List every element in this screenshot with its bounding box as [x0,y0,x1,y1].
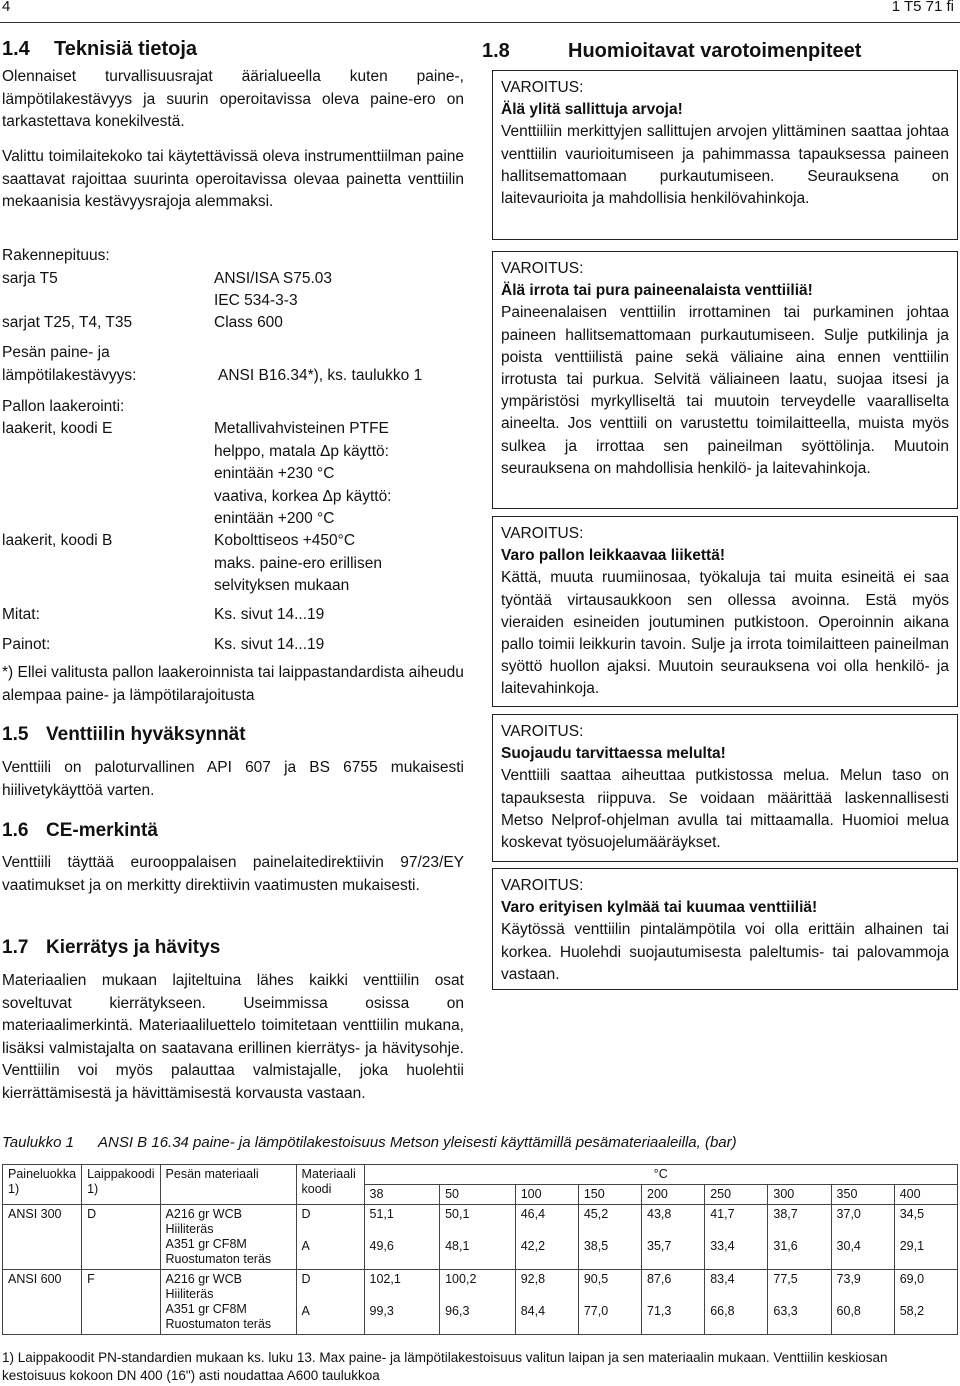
section-number: 1.7 [2,937,29,958]
spec-line: selvityksen mukaan [214,577,350,594]
table-cell: 99,3 [364,1302,440,1335]
warning-text: Kättä, muuta ruumiinosaa, työkaluja tai muita esineitä ei saa työntää virtausaukkoon sen ollessa avoinna. Estä myös vieraiden esineiden joutuminen putkistoon. Operoinnin aikana pallo toimii leikkurin tavoin. Sulje ja irrota toimilaitteen paineilman syöttö huollon ajaksi. Muutoin seurauksena voi olla henkilö- ja laitevahinkoja. [501,569,949,698]
warning-text: Venttiili saattaa aiheuttaa putkistossa melua. Melun taso on tapauksesta riippuva. Se voidaan määrittää laskennallisesti Metso Nelprof-ohjelman avulla tai mittaamalla. Huomioi melua koskevat työsuojelumääräykset. [501,767,949,852]
table-cell: 58,2 [894,1302,957,1335]
table-cell: 96,3 [440,1302,516,1335]
table-footnote: 1) Laippakoodit PN-standardien mukaan ks. luku 13. Max paine- ja lämpötilakestoisuus valitun laipan ja sen materiaalin mukaan. Venttiilin keskiosan kestoisuus kokoon DN 400 (16") asti noudattaa A600 taulukkoa [2,1350,888,1383]
table-header-cell: Laippakoodi 1) [82,1165,160,1205]
table-cell: 51,1 [364,1205,440,1238]
table-cell: 46,4 [515,1205,578,1238]
footnote-bearing: *) Ellei valitusta pallon laakeroinnista tai laippastandardista aiheudu alempaa paine- ja lämpötilarajoitusta [2,664,464,704]
warning-label: VAROITUS: [501,260,584,277]
warning-title: Varo erityisen kylmää tai kuumaa venttiiliä! [501,899,818,917]
section-heading-1-4 [2,38,197,61]
section-title: Kierrätys ja hävitys [46,937,221,958]
table-header-cell: Materiaali koodi [296,1165,364,1205]
table-header-cell: Pesän materiaali [160,1165,296,1205]
table-temp-cell: 50 [440,1185,516,1205]
table-cell: 84,4 [515,1302,578,1335]
material-line: Ruostumaton teräs [165,1317,272,1331]
warning-text: Venttiiliin merkittyjen sallittujen arvojen ylittäminen saattaa johtaa venttiilin vaurioitumiseen ja pahimmassa tapauksessa paineen hallitsemattomaan purkautumiseen. Seurauksena on laitevaurioita ja mahdollisia henkilövahinkoja. [501,123,949,208]
table-cell: 92,8 [515,1270,578,1303]
spec-label: lämpötilakestävyys: [2,367,137,384]
paragraph-approvals: Venttiili on paloturvallinen API 607 ja BS 6755 mukaisesti hiilivetykäyttöä varten. [2,759,464,799]
table-temp-cell: 200 [642,1185,705,1205]
table-cell: 37,0 [831,1205,894,1238]
section-number: 1.4 [2,38,30,60]
spec-label: sarjat T25, T4, T35 [2,314,133,331]
table-cell: 45,2 [578,1205,641,1238]
table-cell: 42,2 [515,1237,578,1270]
table-temp-cell: 400 [894,1185,957,1205]
table-cell: 38,7 [768,1205,831,1238]
spec-label: laakerit, koodi B [2,532,113,549]
warning-title: Suojaudu tarvittaessa melulta! [501,745,726,763]
spec-heading-length: Rakennepituus: [2,247,110,264]
warning-title: Älä irrota tai pura paineenalaista venttiiliä! [501,282,813,300]
table-cell: 77,5 [768,1270,831,1303]
table-cell: 30,4 [831,1237,894,1270]
table-cell: 35,7 [642,1237,705,1270]
table-cell-flange: F [82,1270,160,1335]
paragraph-recycling: Materiaalien mukaan lajiteltuina lähes kaikki venttiilin osat soveltuvat kierrätykseen. Useimmissa osissa on materiaalimerkintä. Materiaaliluettelo toimitetaan venttiilin mukana, lisäksi valmistajalta on saatavana erillinen kierrätys- ja hävitysohje. Venttiilin voi myös palauttaa valmistajalle, joka huolehtii kierrättämisestä ja hävittämisestä korvausta vastaan. [2,972,464,1102]
table-row [3,1270,958,1303]
table-cell-code: A [296,1237,364,1270]
table-cell: 102,1 [364,1270,440,1303]
warning-box [492,516,958,707]
section-heading-1-5 [2,724,246,746]
spec-value: Ks. sivut 14...19 [214,636,325,653]
spec-label: Mitat: [2,606,40,623]
material-line: A351 gr CF8M [165,1237,247,1251]
table-cell: 43,8 [642,1205,705,1238]
table-header-row [3,1165,958,1185]
warning-title: Varo pallon leikkaavaa liikettä! [501,547,726,565]
table-temp-cell: 100 [515,1185,578,1205]
spec-value: ANSI/ISA S75.03 [214,270,333,287]
spec-value: Class 600 [214,314,283,331]
spec-line: maks. paine-ero erillisen [214,554,382,572]
warning-box [492,714,958,862]
spec-line: helppo, matala Δp käyttö: [214,442,389,460]
table-cell-flange: D [82,1205,160,1270]
table-cell: 33,4 [705,1237,768,1270]
table-cell: 38,5 [578,1237,641,1270]
section-heading-1-8 [482,40,861,63]
section-number: 1.8 [482,40,510,62]
warning-box [492,868,958,990]
warning-title: Älä ylitä sallittuja arvoja! [501,101,683,119]
document-code: 1 T5 71 fi [891,0,954,15]
table-cell: 29,1 [894,1237,957,1270]
material-line: A216 gr WCB [165,1207,242,1221]
material-line: Hiiliteräs [165,1222,214,1236]
table-caption-label: Taulukko 1 [2,1134,74,1151]
warning-label: VAROITUS: [501,525,584,542]
spec-label: Painot: [2,636,51,653]
table-temp-cell: 350 [831,1185,894,1205]
table-temp-cell: 150 [578,1185,641,1205]
table-cell: 34,5 [894,1205,957,1238]
table-row [3,1205,958,1238]
table-cell-code: A [296,1302,364,1335]
warning-box [492,251,958,509]
table-cell: 69,0 [894,1270,957,1303]
section-title: CE-merkintä [46,820,158,841]
material-line: A351 gr CF8M [165,1302,247,1316]
table-cell-code: D [296,1205,364,1238]
section-title: Teknisiä tietoja [54,38,198,60]
warning-text: Paineenalaisen venttiilin irrottaminen tai purkaminen johtaa paineen hallitsemattomaan purkautumiseen. Sulje putkilinja ja poista venttiilistä paine sekä väliaine aina ennen venttiilin irrotusta tai purkua. Selvitä väliaineen laatu, suojaa itsesi ja ympäristösi myrkylliseltä tai muutoin terveydelle vaaralliselta aineelta. Jos venttiili on varustettu toimilaitteella, muista myös sulkea ja irrottaa sen paineilman syöttölinja. Muutoin seurauksena on mahdollisia henkilö- ja laitevahinkoja. [501,304,949,477]
header-rule [0,22,960,23]
section-heading-1-7 [2,937,220,959]
spec-label: laakerit, koodi E [2,420,113,437]
pressure-temperature-table [2,1164,958,1335]
section-heading-1-6 [2,820,158,842]
paragraph-actuator-size: Valittu toimilaitekoko tai käytettävissä oleva instrumenttiilman paine saattavat rajoittaa suurinta operoitavissa olevaa painetta venttiilin mekaanisia kestävyysrajoja alemmaksi. [2,148,464,210]
spec-line: Metallivahvisteinen PTFE [214,420,389,437]
table-cell-material [160,1205,296,1270]
spec-value-lines [214,530,382,598]
spec-line: Kobolttiseos +450°C [214,532,356,549]
table-temp-cell: 300 [768,1185,831,1205]
table-cell: 83,4 [705,1270,768,1303]
section-title: Huomioitavat varotoimenpiteet [568,40,862,62]
table-header-cell: °C [364,1165,957,1185]
paragraph-safety-limits: Olennaiset turvallisuusrajat äärialueella kuten paine-, lämpötilakestävyys ja suurin operoitavissa oleva paine-ero on tarkastettava konekilvestä. [2,68,464,130]
table-caption-text: ANSI B 16.34 paine- ja lämpötilakestoisuus Metson yleisesti käyttämillä pesämateriaaleilla, (bar) [98,1134,737,1151]
spec-line: enintään +230 °C [214,465,335,482]
spec-line: vaativa, korkea Δp käyttö: [214,487,392,505]
table-cell-class: ANSI 300 [3,1205,82,1270]
spec-heading-bearings: Pallon laakerointi: [2,398,125,415]
table-caption [2,1134,737,1151]
material-line: Hiiliteräs [165,1287,214,1301]
spec-value-lines [214,418,392,531]
table-cell: 60,8 [831,1302,894,1335]
table-cell-class: ANSI 600 [3,1270,82,1335]
table-cell: 100,2 [440,1270,516,1303]
warning-label: VAROITUS: [501,723,584,740]
paragraph-ce-marking: Venttiili täyttää eurooppalaisen painelaitedirektiivin 97/23/EY vaatimukset ja on merkitty direktiivin vaatimusten mukaisesti. [2,854,464,894]
spec-value: ANSI B16.34*), ks. taulukko 1 [218,367,423,384]
table-cell: 73,9 [831,1270,894,1303]
table-temp-cell: 38 [364,1185,440,1205]
spec-value: Ks. sivut 14...19 [214,606,325,623]
table-cell-code: D [296,1270,364,1303]
table-cell-material [160,1270,296,1335]
warning-label: VAROITUS: [501,877,584,894]
spec-value: IEC 534-3-3 [214,292,298,309]
section-title: Venttiilin hyväksynnät [46,724,246,745]
table-cell: 31,6 [768,1237,831,1270]
table-cell: 90,5 [578,1270,641,1303]
warning-text: Käytössä venttiilin pintalämpötila voi olla erittäin alhainen tai korkea. Huolehdi suojautumisesta paleltumis- tai palovammoja vastaan. [501,921,949,983]
table-cell: 87,6 [642,1270,705,1303]
material-line: Ruostumaton teräs [165,1252,272,1266]
table-cell: 71,3 [642,1302,705,1335]
spec-label: sarja T5 [2,270,58,287]
table-cell: 63,3 [768,1302,831,1335]
table-cell: 49,6 [364,1237,440,1270]
warning-label: VAROITUS: [501,79,584,96]
table-temp-cell: 250 [705,1185,768,1205]
table-cell: 66,8 [705,1302,768,1335]
warning-box [492,70,958,240]
spec-label: Pesän paine- ja [2,344,110,361]
table-cell: 50,1 [440,1205,516,1238]
table-cell: 77,0 [578,1302,641,1335]
section-number: 1.5 [2,724,29,745]
material-line: A216 gr WCB [165,1272,242,1286]
section-number: 1.6 [2,820,29,841]
spec-line: enintään +200 °C [214,510,335,527]
table-cell: 48,1 [440,1237,516,1270]
table-cell: 41,7 [705,1205,768,1238]
table-header-cell: Paineluokka 1) [3,1165,82,1205]
page-number: 4 [2,0,11,15]
